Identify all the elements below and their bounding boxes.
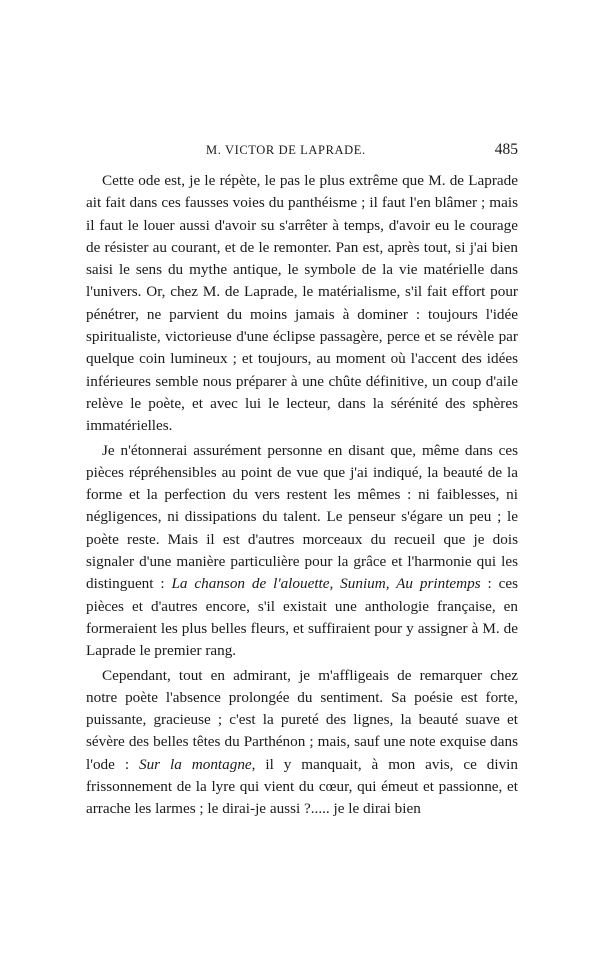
running-head: M. VICTOR DE LAPRADE. bbox=[206, 143, 366, 157]
paragraph-3-text-before: Cependant, tout en admirant, je m'affligeais de remarquer chez notre poète l'absence prolongée du sentiment. Sa poésie est forte, puissante, gracieuse ; c'est la pureté des lignes, la beauté suave et sévère des belles têtes du Parthénon ; mais, sauf une note exquise dans l'ode : bbox=[86, 666, 518, 773]
paragraph-1-text: Cette ode est, je le répète, le pas le plus extrême que M. de Laprade ait fait dans ces fausses voies du panthéisme ; il faut l'en blâmer ; mais il faut le louer aussi d'avoir su s'arrêter à temps, d'avoir eu le courage de résister au courant, et de le remonter. Pan est, après tout, si j'ai bien saisi le sens du mythe antique, le symbole de la vie matérielle dans l'univers. Or, chez M. de Laprade, le matérialisme, s'il fait effort pour pénétrer, ne parvient du moins jamais à dominer : toujours l'idée spiritualiste, victorieuse d'une éclipse passagère, perce et se révèle par quelque coin lumineux ; et toujours, au moment où l'accent des idées inférieures semble nous préparer à une chûte définitive, un coup d'aile relève le poète, et avec lui le lecteur, dans la sérénité des sphères immatérielles. bbox=[86, 172, 518, 435]
body-text bbox=[86, 170, 518, 821]
paragraph-2-text-before: Je n'étonnerai assurément personne en disant que, même dans ces pièces répréhensibles au point de vue que j'ai indiqué, la beauté de la forme et la perfection du vers restent les mêmes : ni faiblesses, ni négligences, ni dissipations du talent. Le penseur s'égare un peu ; le poète reste. Mais il est d'autres morceaux du recueil que je dois signaler d'une manière particulière pour la grâce et l'harmonie qui les distinguent : bbox=[86, 441, 518, 593]
cited-poem-titles: La chanson de l'alouette, Sunium, Au printemps bbox=[171, 575, 481, 593]
paragraph-3-text-after: , il y manquait, à mon avis, ce divin frissonnement de la lyre qui vient du cœur, qui émeut et passionne, et arrache les larmes ; le dirai-je aussi ?..... je le dirai bien bbox=[86, 755, 518, 818]
paragraph-2 bbox=[86, 440, 518, 663]
page-header bbox=[86, 143, 518, 165]
paragraph-2-text-after: : ces pièces et d'autres encore, s'il existait une anthologie française, en formeraient les plus belles fleurs, et suffiraient pour y assigner à M. de Laprade le premier rang. bbox=[86, 575, 519, 660]
paragraph-3 bbox=[86, 665, 518, 821]
page-number: 485 bbox=[494, 141, 518, 158]
paragraph-1 bbox=[86, 170, 518, 438]
cited-ode-title: Sur la montagne bbox=[138, 755, 252, 773]
